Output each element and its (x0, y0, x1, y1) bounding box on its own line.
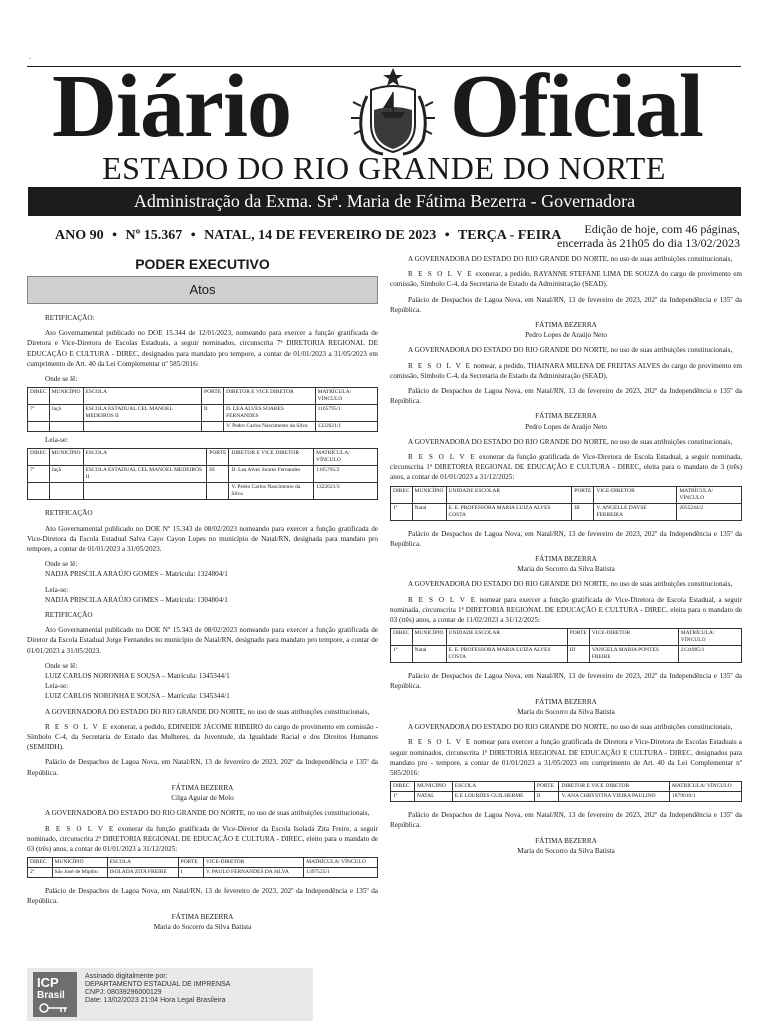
table-header-row (391, 629, 742, 646)
resolution-text (390, 452, 742, 483)
issue-info (55, 228, 566, 244)
resolve-label: R E S O L V E (408, 595, 477, 604)
appointment-table-corrected (27, 448, 378, 500)
resolution-text (390, 269, 742, 289)
table-cell: 1397525/1 (304, 868, 378, 878)
signature-governor: FÁTIMA BEZERRA (171, 912, 234, 921)
table-cell: I (178, 868, 203, 878)
issue-separator: • (444, 228, 450, 243)
retification-body: Ato Governamental publicado no DOE 15.344 de 12/01/2023, nomeando para exercer a função gratificada de Diretora e Vice-Diretora de Escolas Estaduais, a seguir nominados, circunscrita 7ª DIRETORIA REGIONAL DE EDUCAÇÃO E CULTURA - DIREC, designados para mandato pro tempore, a contar de 01/01/2023 a 31/05/2023 em cumprimento de Art. 40 da Lei Complementar nº 585/2016: (27, 329, 378, 368)
edition-pages: Edição de hoje, com 46 páginas, (584, 222, 740, 236)
table-cell: 2134985/1 (678, 646, 741, 663)
table-cell: V. Pedro Carlos Nascimento da Silva (224, 422, 315, 432)
table-cell: ESCOLA (83, 449, 207, 466)
table-cell: D. Lea Alves Soares Fernandes (229, 466, 314, 483)
table-cell (83, 483, 207, 500)
where-it-reads-label: Onde se lê: (45, 560, 78, 569)
table-cell: MATRÍCULA/ VÍNCULO (677, 486, 742, 503)
table-cell: UNIDADE ESCOLAR (446, 629, 567, 646)
table-cell: Natal (412, 646, 446, 663)
table-cell: D. LEA ALVES SOARES FERNANDES (224, 405, 315, 422)
vice-director-table (390, 628, 742, 663)
page-mark: . (29, 52, 31, 61)
table-cell (28, 422, 50, 432)
table-cell: 1ª (391, 646, 413, 663)
icp-brasil-logo-icon (33, 972, 77, 1017)
table-header-row (391, 486, 742, 503)
table-row (28, 405, 378, 422)
logo-text-brasil: Brasil (37, 990, 65, 1001)
table-cell (49, 483, 83, 500)
table-row (28, 466, 378, 483)
table-cell (202, 422, 224, 432)
table-row (28, 483, 378, 500)
table-cell: MUNICÍPIO (49, 449, 83, 466)
table-cell: 1105795/1 (315, 405, 377, 422)
table-cell: ESCOLA (452, 782, 534, 792)
signature-governor: FÁTIMA BEZERRA (535, 836, 597, 845)
governor-intro: A GOVERNADORA DO ESTADO DO RIO GRANDE DO NORTE, no uso de suas atribuições constitucionais, (45, 707, 370, 716)
governor-intro: A GOVERNADORA DO ESTADO DO RIO GRANDE DO NORTE, no uso de suas atribuições constitucionais, (408, 255, 733, 263)
signature-date: Date: 13/02/2023 21:04 Hora Legal Brasileira (85, 997, 226, 1004)
table-cell: MUNICÍPIO (414, 782, 452, 792)
director-table (390, 781, 742, 802)
resolution-text (27, 722, 378, 753)
masthead-title-diario: Diário (52, 57, 291, 156)
table-header-row (28, 388, 378, 405)
retification-body: Ato Governamental publicado no DOE Nº 15.343 de 08/02/2023 nomeando para exercer a função gratificada de Diretor da Escola Estadual Jorge Fernandes no município de Natal/RN, designado para mandato pro tempore, a contar de 01/01/2023 a 31/05/2023. (27, 626, 378, 655)
issue-separator: • (112, 228, 118, 243)
table-cell: ISOLADA ZITA FREIRE (107, 868, 178, 878)
where-it-reads-label: Onde se lê: (45, 661, 78, 670)
table-cell: E. E. PROFESSORA MARIA LUIZA ALVES COSTA (446, 503, 572, 520)
signature-secretary: Pedro Lopes de Araújo Neto (525, 331, 607, 340)
table-cell: DIRETOR E VICE DIRETOR (229, 449, 314, 466)
digital-signature-stamp (27, 968, 313, 1021)
table-cell: DIREC (391, 782, 415, 792)
issue-number: Nº 15.367 (125, 228, 183, 243)
resolution-text (390, 595, 742, 626)
issue-weekday: TERÇA - FEIRA (457, 228, 562, 243)
signature-secretary: Maria do Socorro da Silva Batista (517, 846, 615, 855)
table-cell: ESCOLA ESTADUAL CEL MANOEL MEDEIROS II (83, 466, 207, 483)
signature-secretary: Pedro Lopes de Araújo Neto (525, 422, 607, 431)
table-cell: Jaçã (49, 405, 83, 422)
read-as-value: LUIZ CARLOS NORONHA E SOUSA – Matrícula: 1345344/1 (45, 692, 230, 701)
table-cell: 1105795/2 (314, 466, 378, 483)
signature-details (85, 973, 230, 1005)
table-cell: 1ª (391, 503, 413, 520)
signature-governor: FÁTIMA BEZERRA (535, 412, 597, 421)
where-it-reads-value: NADJA PRISCILA ARAÚJO GOMES – Matrícula: 1324804/1 (45, 570, 228, 579)
table-cell: PORTE (572, 486, 594, 503)
table-cell: NATAL (414, 792, 452, 802)
rn-coat-of-arms-icon (343, 66, 443, 158)
governor-intro: A GOVERNADORA DO ESTADO DO RIO GRANDE DO NORTE, no uso de suas atribuições constitucionais, (408, 723, 733, 732)
table-cell: 1322621/1 (315, 422, 377, 432)
table-cell: 1ª (391, 792, 415, 802)
table-cell: V. ANGELLE DAYSE FERREIRA (594, 503, 677, 520)
governor-intro: A GOVERNADORA DO ESTADO DO RIO GRANDE DO NORTE, no uso de suas atribuições constitucionais, (408, 580, 733, 589)
resolution-text (27, 824, 378, 855)
signer-cnpj: CNPJ: 08039296000129 (85, 989, 162, 996)
resolve-label: R E S O L V E (408, 453, 477, 462)
table-cell: VICE-DIRETOR (203, 858, 303, 868)
table-cell: MUNICÍPIO (49, 388, 83, 405)
table-cell: DIREC (391, 486, 413, 503)
table-cell: E. E. PROFESSORA MARIA LUIZA ALVES COSTA (446, 646, 567, 663)
vice-director-table (27, 857, 378, 878)
table-cell: DIREC (28, 858, 53, 868)
signature-secretary: Maria do Socorro da Silva Batista (517, 707, 615, 716)
palace-dateline: Palácio de Despachos de Lagoa Nova, em Natal/RN, 13 de fevereiro de 2023, 202º da Independência e 135º da República. (390, 387, 742, 406)
table-header-row (28, 449, 378, 466)
resolution-text (390, 361, 742, 381)
table-cell: VICE-DIRETOR (594, 486, 677, 503)
signature-governor: FÁTIMA BEZERRA (535, 697, 597, 706)
edition-info (557, 222, 740, 250)
table-cell: MUNICÍPIO (52, 858, 107, 868)
retification-title: RETIFICAÇÃO (45, 611, 93, 620)
section-title: PODER EXECUTIVO (135, 256, 270, 272)
resolution-body: exonerar da função gratificada de Vice-Diretor da Escola Isolada Zita Freire, a seguir nominado, circunscrita 2ª DIRETORIA REGIONAL DE EDUCAÇÃO E CULTURA - DIREC, eleito para o mandato de 03 (três) anos, a contar de 01/01/2023 a 31/12/2025: (27, 824, 379, 853)
table-cell: PORTE (178, 858, 203, 868)
table-cell: ESCOLA (107, 858, 178, 868)
signature-secretary: Maria do Socorro da Silva Batista (517, 565, 615, 574)
administration-bar: Administração da Exma. Srª. Maria de Fátima Bezerra - Governadora (28, 187, 741, 216)
right-column (390, 254, 742, 856)
table-cell: III (567, 646, 589, 663)
palace-dateline: Palácio de Despachos de Lagoa Nova, em Natal/RN, 13 de fevereiro de 2023, 202º da Independência e 135º da República. (390, 529, 742, 548)
resolve-label: R E S O L V E (408, 361, 472, 370)
where-it-reads-value: LUIZ CARLOS NORONHA E SOUSA – Matrícula: 1345344/1 (45, 672, 230, 681)
section-subtitle: Atos (27, 276, 378, 304)
table-cell: III (207, 466, 229, 483)
table-cell: Jaçã (49, 466, 83, 483)
table-row (391, 503, 742, 520)
table-cell: E.E LOURDES GUILHERME (452, 792, 534, 802)
resolution-body: exonerar, a pedido, RAYANNE STEFANE LIMA DE SOUZA do cargo de provimento em comissão, Símbolo C-4, da Secretaria de Estado da Administração (SEAD). (390, 270, 742, 289)
read-as-label: Leia-se: (45, 436, 69, 445)
table-header-row (28, 858, 378, 868)
resolution-body: exonerar, a pedido, EDINEIDE JÁCOME RIBEIRO do cargo de provimento em comissão - Símbolo C-4, da Secretaria de Estado das Mulheres, da Juventude, da Igualdade Racial e dos Direitos Humanos (SEMJIDH). (27, 722, 378, 752)
edition-closing: encerrada às 21h05 do dia 13/02/2023 (557, 236, 740, 250)
table-cell: DIREC (28, 449, 50, 466)
signed-by-label: Assinado digitalmente por: (85, 973, 168, 980)
table-cell: MATRÍCULA/ VÍNCULO (304, 858, 378, 868)
issue-year: ANO 90 (55, 228, 104, 243)
palace-dateline: Palácio de Despachos de Lagoa Nova, em Natal/RN, 13 de fevereiro de 2023, 202º da Independência e 135º da República. (390, 295, 742, 314)
table-cell: MUNICÍPIO (412, 486, 446, 503)
table-cell: ESCOLA (83, 388, 202, 405)
masthead-title-oficial: Oficial (450, 57, 703, 156)
governor-intro: A GOVERNADORA DO ESTADO DO RIO GRANDE DO NORTE, no uso de suas atribuições constitucionais, (45, 809, 370, 818)
table-cell: 7ª (28, 466, 50, 483)
signature-secretary: Cilga Aguiar de Melo (171, 794, 234, 803)
left-column (27, 254, 378, 932)
table-cell: II (534, 792, 559, 802)
governor-intro: A GOVERNADORA DO ESTADO DO RIO GRANDE DO NORTE, no uso de suas atribuições constitucionais, (408, 346, 733, 355)
table-header-row (391, 782, 742, 792)
table-cell: MATRÍCULA/ VÍNCULO (678, 629, 741, 646)
table-cell: 2055244/2 (677, 503, 742, 520)
table-cell: DIRETOR E VICE DIRETOR (559, 782, 670, 792)
table-cell: DIREC (28, 388, 50, 405)
retification-title: RETIFICAÇÃO (45, 509, 93, 518)
table-cell: VICE-DIRETOR (589, 629, 678, 646)
signer-name: DEPARTAMENTO ESTADUAL DE IMPRENSA (85, 981, 231, 988)
resolution-body: nomear, a pedido, THAINARA MILENA DE FREITAS ALVES do cargo de provimento em comissão, Símbolo C-4, da Secretaria de Estado da Administração (SEAD). (390, 361, 742, 380)
signature-secretary: Maria do Socorro da Silva Batista (153, 922, 252, 931)
table-cell: PORTE (567, 629, 589, 646)
table-cell: II (202, 405, 224, 422)
table-cell: ESCOLA ESTADUAL CEL MANOEL MEDEIROS II (83, 405, 202, 422)
issue-separator: • (190, 228, 196, 243)
table-cell: MATRÍCULA/ VÍNCULO (669, 782, 741, 792)
table-cell: MUNICÍPIO (412, 629, 446, 646)
issue-place-date: NATAL, 14 DE FEVEREIRO DE 2023 (204, 228, 437, 243)
resolution-text (390, 737, 742, 778)
read-as-label: Leia-se: (45, 585, 69, 594)
resolve-label: R E S O L V E (45, 824, 115, 833)
table-row (391, 646, 742, 663)
table-cell (83, 422, 202, 432)
table-cell: UNIDADE ESCOLAR (446, 486, 572, 503)
table-cell: DIREC (391, 629, 413, 646)
key-icon (39, 1003, 69, 1013)
resolve-label: R E S O L V E (408, 270, 474, 279)
where-it-reads-label: Onde se lê: (45, 375, 78, 384)
table-cell: PORTE (202, 388, 224, 405)
table-cell (28, 483, 50, 500)
table-row (391, 792, 742, 802)
signature-governor: FÁTIMA BEZERRA (535, 321, 597, 330)
resolution-body: nomear para exercer a função gratificada de Diretora e Vice-Diretora de Escolas Estaduais a seguir nominados, circunscrita 1ª DIRETORIA REGIONAL DE EDUCAÇÃO E CULTURA - DIREC, designados para mandato pro - tempore, a contar de 01/01/2023 a 31/05/2023 em cumprimento de Art. 40 da Lei Complementar nº 585/2016: (390, 738, 742, 777)
table-row (28, 422, 378, 432)
table-cell: 7ª (28, 405, 50, 422)
resolve-label: R E S O L V E (45, 722, 109, 731)
table-cell: VANGELA MARIA PONTES FREIRE (589, 646, 678, 663)
table-cell: MATRÍCULA/ VÍNCULO (315, 388, 377, 405)
palace-dateline: Palácio de Despachos de Lagoa Nova, em Natal/RN, 13 de fevereiro de 2023, 202º da Independência e 135º da República. (27, 887, 378, 906)
read-as-label: Leia-se: (45, 682, 69, 691)
table-cell: Natal (412, 503, 446, 520)
state-name: ESTADO DO RIO GRANDE DO NORTE (102, 150, 666, 186)
table-cell: 1322621/3 (314, 483, 378, 500)
table-cell: MATRÍCULA/ VÍNCULO (314, 449, 378, 466)
table-cell: V. ANA CHRYSTINA VIEIRA PAULINO (559, 792, 670, 802)
palace-dateline: Palácio de Despachos de Lagoa Nova, em Natal/RN, 13 de fevereiro de 2023, 202º da Independência e 135º da República. (27, 758, 378, 777)
table-cell: V. Pedro Carlos Nascimento da Silva (229, 483, 314, 500)
signature-governor: FÁTIMA BEZERRA (535, 555, 597, 564)
table-cell (49, 422, 83, 432)
table-cell: III (572, 503, 594, 520)
resolve-label: R E S O L V E (408, 738, 472, 747)
retification-body: Ato Governamental publicado no DOE Nº 15.343 de 08/02/2023 nomeando para exercer a função gratificada de Vice-Diretora da Escola Estadual Salva Cayo Cayon Lopes no município de Natal/RN, designada para mandato pro tempore, a contar de 01/01/2023 a 31/05/2023. (27, 524, 378, 554)
table-cell: V. PAULO FERNANDES DA SILVA (203, 868, 303, 878)
table-cell: PORTE (534, 782, 559, 792)
palace-dateline: Palácio de Despachos de Lagoa Nova, em Natal/RN, 13 de fevereiro de 2023, 202º da Independência e 135º da República. (390, 811, 742, 830)
signature-governor: FÁTIMA BEZERRA (171, 783, 234, 792)
table-cell: 2ª (28, 868, 53, 878)
table-cell: PORTE (207, 449, 229, 466)
table-cell: DIRETOR E VICE DIRETOR (224, 388, 315, 405)
table-cell: 1879010/1 (669, 792, 741, 802)
table-row (28, 868, 378, 878)
resolution-body: exonerar da função gratificada de Vice-Diretora de Escola Estadual, a seguir nominada, circunscrita 1ª DIRETORIA REGIONAL DE EDUCAÇÃO E CULTURA - DIREC, eleita para o mandato de 3 (três) anos, a contar de 01/01/2023 a 31/12/2025: (390, 453, 743, 482)
retification-title: RETIFICAÇÃO: (45, 314, 95, 322)
read-as-value: NADJA PRISCILA ARAÚJO GOMES – Matrícula: 1304804/1 (45, 595, 228, 604)
palace-dateline: Palácio de Despachos de Lagoa Nova, em Natal/RN, 13 de fevereiro de 2023, 202º da Independência e 135º da República. (390, 672, 742, 691)
resolution-body: nomear para exercer a função gratificada de Vice-Diretora de Escola Estadual, a seguir nominada, circunscrita 1ª DIRETORIA REGIONAL DE EDUCAÇÃO E CULTURA - DIREC, eleita para o mandato de 03 (três) anos, a contar de 11/02/2023 a 31/12/2025: (390, 595, 743, 625)
logo-text-icp: ICP (37, 975, 59, 990)
vice-director-table (390, 486, 742, 521)
appointment-table-original (27, 387, 378, 432)
table-cell: São José de Mipibu (52, 868, 107, 878)
governor-intro: A GOVERNADORA DO ESTADO DO RIO GRANDE DO NORTE, no uso de suas atribuições constitucionais, (408, 437, 733, 446)
table-cell (207, 483, 229, 500)
